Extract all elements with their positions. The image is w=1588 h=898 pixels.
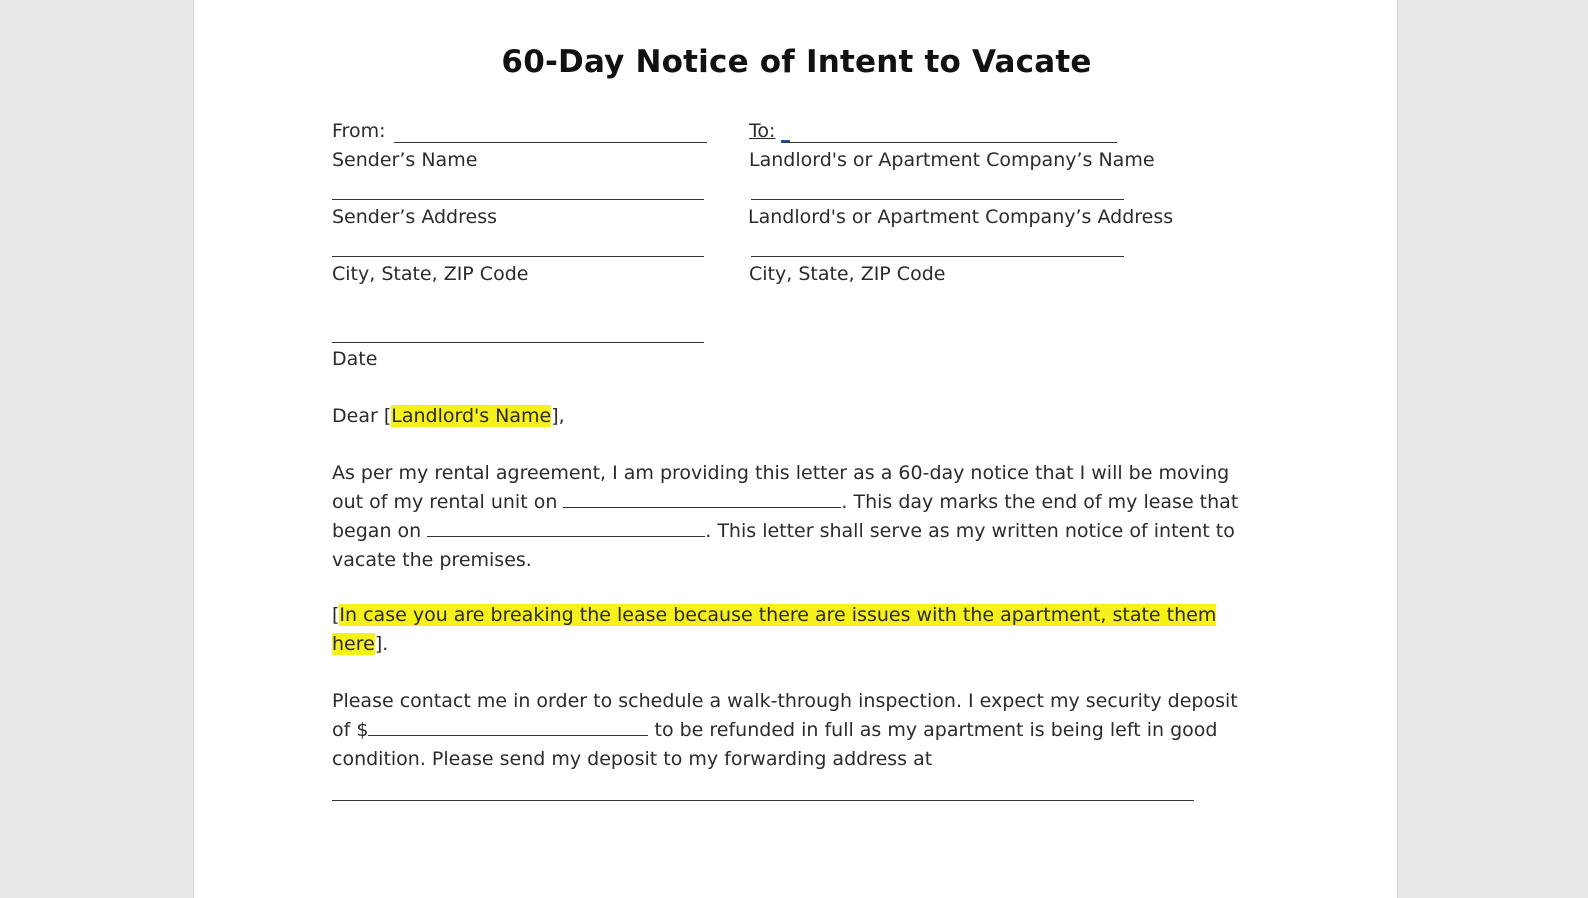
from-label: From: <box>332 120 386 142</box>
sender-address-line[interactable] <box>332 199 704 200</box>
date-label: Date <box>332 348 378 370</box>
date-line[interactable] <box>332 342 704 343</box>
issues-close-bracket: ]. <box>374 633 389 655</box>
landlord-name-label: Landlord's or Apartment Company’s Name <box>749 149 1155 171</box>
deposit-paragraph <box>332 687 1252 774</box>
to-label: To: <box>749 120 776 142</box>
sender-name-line[interactable] <box>394 142 707 143</box>
landlord-name-line[interactable] <box>784 142 1117 143</box>
issues-open-bracket: [ <box>332 604 340 626</box>
issues-placeholder[interactable]: In case you are breaking the lease because there are issues with the apartment, state them <box>339 604 1217 626</box>
deposit-text-1: Please contact me in order to schedule a walk-through inspection. I expect my security deposit of $ <box>332 690 1238 741</box>
lease-start-date-blank[interactable] <box>427 518 705 537</box>
salutation-suffix: ], <box>551 405 565 427</box>
notice-paragraph <box>332 459 1252 575</box>
deposit-amount-blank[interactable] <box>368 717 648 736</box>
salutation <box>332 406 565 426</box>
issues-placeholder-end[interactable]: here <box>332 633 375 655</box>
deposit-text-2: to be refunded in full as my apartment is being left in good condition. Please send my deposit to my forwarding address at <box>332 719 1218 770</box>
issues-paragraph <box>332 601 1252 659</box>
notice-text-3: . This letter shall serve as my written notice of intent to vacate the premises. <box>332 520 1235 571</box>
document-page <box>193 0 1398 898</box>
sender-address-label: Sender’s Address <box>332 206 497 228</box>
landlord-city-line[interactable] <box>751 256 1124 257</box>
landlord-address-line[interactable] <box>751 199 1124 200</box>
landlord-address-label: Landlord's or Apartment Company’s Address <box>748 206 1174 228</box>
sender-name-label: Sender’s Name <box>332 149 478 171</box>
document-title: 60-Day Notice of Intent to Vacate <box>501 44 1092 80</box>
forwarding-address-line[interactable] <box>332 800 1194 801</box>
landlord-name-placeholder[interactable]: Landlord's Name <box>391 405 552 427</box>
sender-city-line[interactable] <box>332 256 704 257</box>
move-out-date-blank[interactable] <box>563 489 841 508</box>
sender-city-label: City, State, ZIP Code <box>332 263 529 285</box>
landlord-city-label: City, State, ZIP Code <box>749 263 946 285</box>
notice-text-2: . This day marks the end of my lease that began on <box>332 491 1239 542</box>
salutation-prefix: Dear [ <box>332 405 392 427</box>
notice-text-1: As per my rental agreement, I am providing this letter as a 60-day notice that I will be moving out of my rental unit on <box>332 462 1230 513</box>
